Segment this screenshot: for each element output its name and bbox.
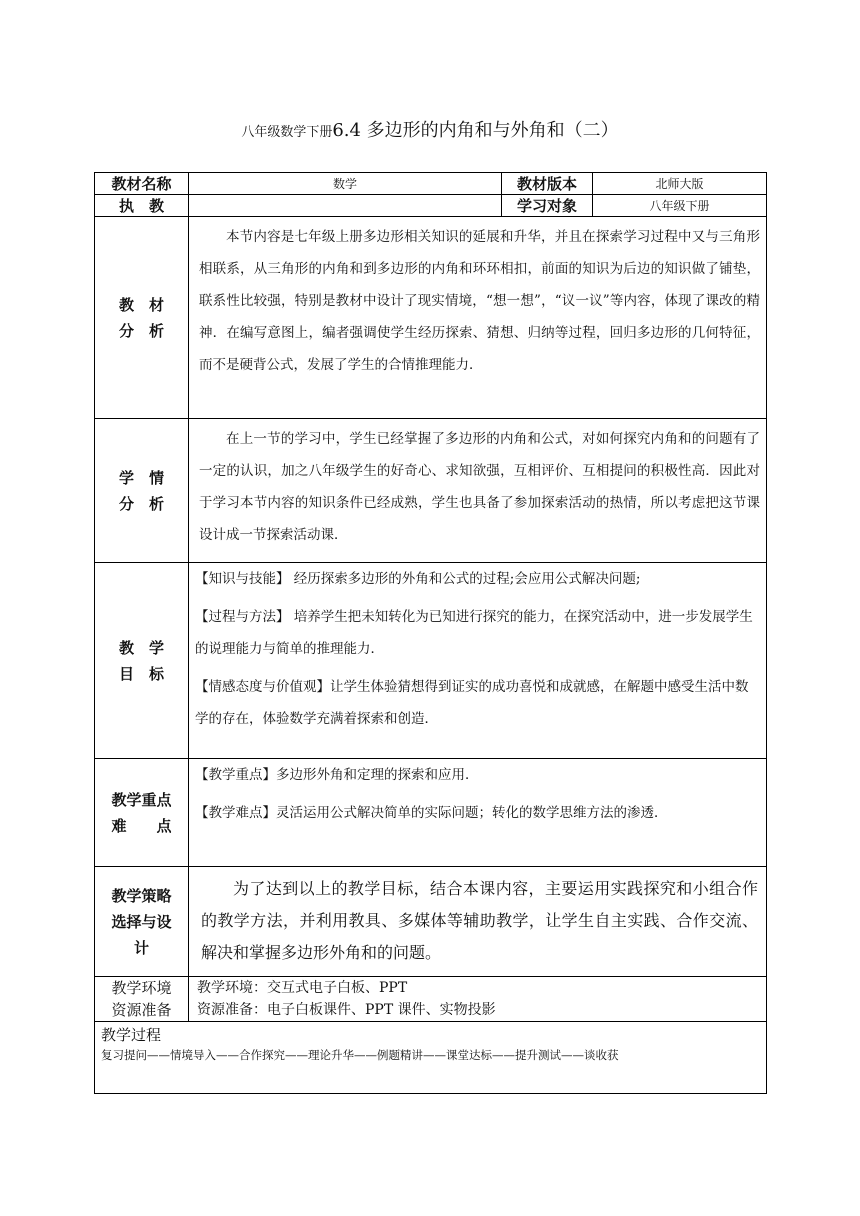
process-cell [95, 1022, 767, 1094]
title-main: 6.4 多边形的内角和与外角和（二） [332, 120, 619, 141]
audience-label: 学习对象 [502, 195, 593, 217]
title-prefix: 八年级数学下册 [241, 125, 333, 140]
key-points-label: 教学重点 难 点 [95, 759, 189, 867]
strategy-text: 为了达到以上的教学目标，结合本课内容，主要运用实践探究和小组合作的教学方法，并利用教具、多媒体等辅助教学，让学生自主实践、合作交流、解决和掌握多边形外角和的问题。 [201, 879, 758, 962]
objectives-cell [189, 563, 767, 759]
resource-line: 资源准备：电子白板课件、PPT 课件、实物投影 [197, 1002, 496, 1018]
textbook-name-value: 数学 [189, 173, 502, 195]
key-points-cell [189, 759, 767, 867]
objectives-row [95, 563, 767, 759]
lesson-plan-table [94, 172, 767, 1094]
edition-value: 北师大版 [593, 173, 767, 195]
teacher-label: 执 教 [95, 195, 189, 217]
student-analysis-row [95, 419, 767, 563]
page-title [0, 116, 860, 142]
strategy-cell [189, 867, 767, 977]
objective-knowledge: 【知识与技能】 经历探索多边形的外角和公式的过程;会应用公式解决问题; [195, 571, 641, 587]
strategy-label: 教学策略 选择与设 计 [95, 867, 189, 977]
textbook-name-label: 教材名称 [95, 173, 189, 195]
objective-emotion: 【情感态度与价值观】让学生体验猜想得到证实的成功喜悦和成就感，在解题中感受生活中数学的存在，体验数学充满着探索和创造． [195, 679, 749, 727]
environment-row [95, 977, 767, 1022]
edition-label: 教材版本 [502, 173, 593, 195]
process-flow: 复习提问——情境导入——合作探究——理论升华——例题精讲——课堂达标——提升测试——谈收获 [101, 1048, 619, 1062]
material-analysis-text: 本节内容是七年级上册多边形相关知识的延展和升华，并且在探索学习过程中又与三角形相联系，从三角形的内角和到多边形的内角和环环相扣，前面的知识为后边的知识做了铺垫，联系性比较强，特别是教材中设计了现实情境，“想一想”，“议一议”等内容，体现了课改的精神．在编写意图上，编者强调使学生经历探索、猜想、归纳等过程，回归多边形的几何特征，而不是硬背公式，发展了学生的合情推理能力． [199, 229, 760, 373]
material-analysis-label: 教 材 分 析 [95, 217, 189, 419]
environment-cell [189, 977, 767, 1022]
info-row-2 [95, 195, 767, 217]
student-analysis-cell [189, 419, 767, 563]
material-analysis-cell [189, 217, 767, 419]
key-points-row [95, 759, 767, 867]
key-point-difficulty: 【教学难点】灵活运用公式解决简单的实际问题；转化的数学思维方法的渗透． [195, 805, 668, 821]
student-analysis-text: 在上一节的学习中，学生已经掌握了多边形的内角和公式，对如何探究内角和的问题有了一定的认识，加之八年级学生的好奇心、求知欲强，互相评价、互相提问的积极性高．因此对于学习本节内容的知识条件已经成熟，学生也具备了参加探索活动的热情，所以考虑把这节课设计成一节探索活动课． [199, 431, 760, 543]
student-analysis-label: 学 情 分 析 [95, 419, 189, 563]
strategy-row [95, 867, 767, 977]
objective-process: 【过程与方法】 培养学生把未知转化为已知进行探究的能力，在探究活动中，进一步发展学生的说理能力与简单的推理能力． [195, 609, 753, 657]
process-row [95, 1022, 767, 1094]
material-analysis-row [95, 217, 767, 419]
process-title: 教学过程 [101, 1026, 162, 1044]
environment-line: 教学环境：交互式电子白板、PPT [197, 980, 408, 996]
info-row-1 [95, 173, 767, 195]
environment-label: 教学环境 资源准备 [95, 977, 189, 1022]
key-point-focus: 【教学重点】多边形外角和定理的探索和应用． [195, 767, 479, 783]
audience-value: 八年级下册 [593, 195, 767, 217]
objectives-label: 教 学 目 标 [95, 563, 189, 759]
teacher-value [189, 195, 502, 217]
